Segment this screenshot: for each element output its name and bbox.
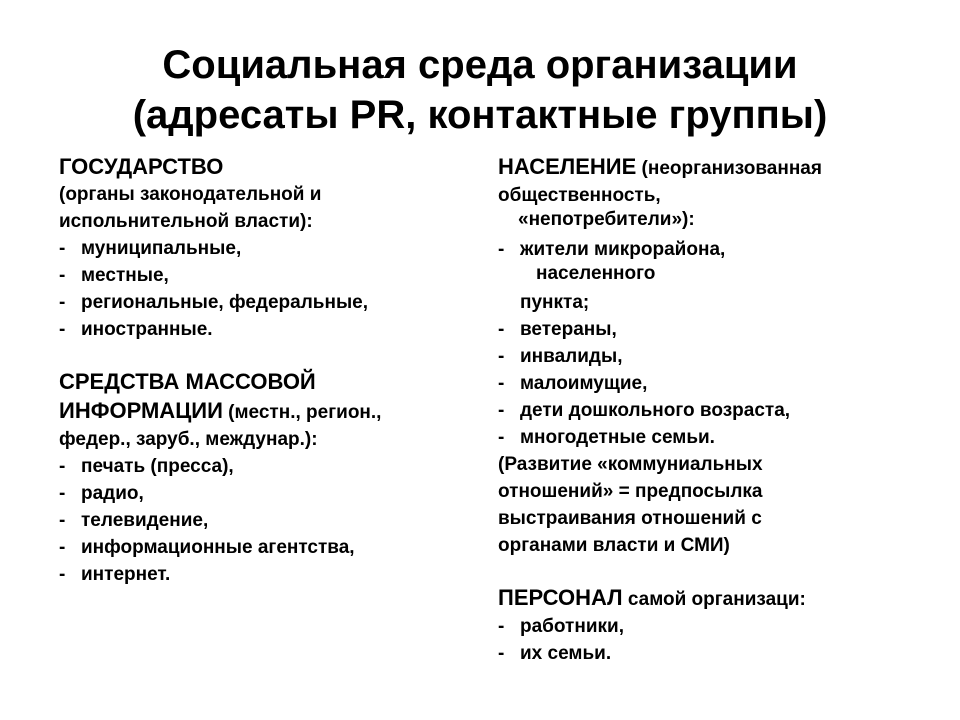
- development-note-3: выстраивания отношений с: [498, 508, 762, 529]
- media-heading-2: ИНФОРМАЦИИ: [59, 398, 223, 423]
- media-heading-1: СРЕДСТВА МАССОВОЙ: [59, 369, 316, 394]
- population-heading: НАСЕЛЕНИЕ: [498, 154, 637, 179]
- population-heading-line: [498, 152, 908, 182]
- population-sub-2: «непотребители»):: [518, 209, 695, 230]
- staff-heading-line: [498, 583, 908, 613]
- list-item-cont: населенного: [536, 263, 656, 284]
- media-heading-2-line: [59, 396, 464, 426]
- list-item: - интернет.: [59, 564, 171, 585]
- list-item: - телевидение,: [59, 510, 209, 531]
- list-item: - их семьи.: [498, 643, 612, 664]
- list-item: - радио,: [59, 483, 144, 504]
- list-item: - дети дошкольного возраста,: [498, 400, 791, 421]
- media-note-2: федер., заруб., междунар.):: [59, 429, 318, 450]
- list-item: - малоимущие,: [498, 373, 648, 394]
- list-item: - инвалиды,: [498, 346, 623, 367]
- list-item: - ветераны,: [498, 319, 617, 340]
- title-line-1: Социальная среда организации: [162, 43, 798, 87]
- population-sub-1: общественность,: [498, 185, 661, 206]
- right-column: [498, 152, 908, 667]
- list-item: - иностранные.: [59, 319, 213, 340]
- list-item: - региональные, федеральные,: [59, 292, 369, 313]
- population-note-1: (неорганизованная: [636, 158, 822, 179]
- list-item: - печать (пресса),: [59, 456, 234, 477]
- list-item: - муниципальные,: [59, 238, 242, 259]
- list-item: - многодетные семьи.: [498, 427, 715, 448]
- list-item: - работники,: [498, 616, 624, 637]
- media-note-1: (местн., регион.,: [222, 402, 382, 423]
- development-note-2: отношений» = предпосылка: [498, 481, 763, 502]
- staff-heading: ПЕРСОНАЛ: [498, 585, 623, 610]
- list-item: - информационные агентства,: [59, 537, 355, 558]
- list-item: - жители микрорайона,: [498, 239, 726, 260]
- list-item-cont: пункта;: [520, 292, 590, 313]
- list-item: - местные,: [59, 265, 169, 286]
- slide-title: [0, 40, 960, 140]
- left-column: [59, 152, 464, 588]
- development-note-1: (Развитие «коммуниальных: [498, 454, 763, 475]
- staff-note: самой организаци:: [622, 589, 806, 610]
- title-line-2: (адресаты PR, контактные группы): [132, 93, 828, 137]
- development-note-4: органами власти и СМИ): [498, 535, 730, 556]
- state-sub-1: (органы законодательной и: [59, 184, 322, 205]
- state-sub-2: испольнительной власти):: [59, 211, 313, 232]
- state-heading: ГОСУДАРСТВО: [59, 154, 224, 179]
